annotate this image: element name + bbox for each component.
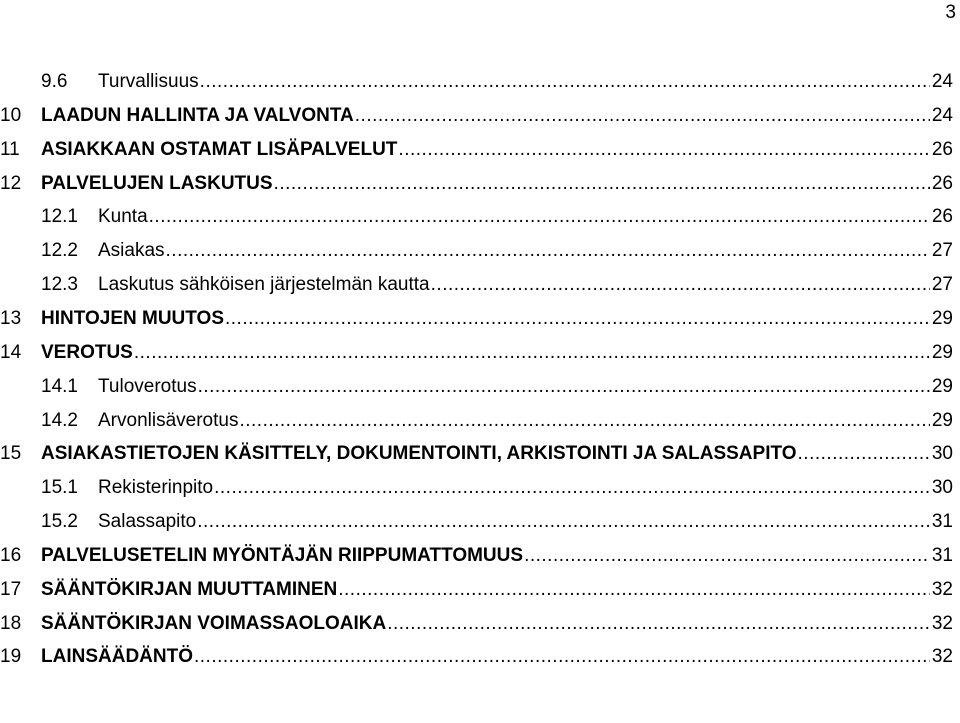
toc-entry-title: Arvonlisäverotus	[98, 409, 239, 431]
toc-entry-page: 26	[931, 172, 953, 194]
toc-entry-title: ASIAKKAAN OSTAMAT LISÄPALVELUT	[41, 138, 398, 160]
toc-entry-number: 16	[0, 544, 22, 566]
toc-entry-number: 18	[0, 612, 22, 634]
toc-leader-dots	[387, 610, 930, 638]
toc-entry-number: 15.2	[41, 511, 78, 533]
toc-entry-title: Laskutus sähköisen järjestelmän kautta	[98, 274, 430, 296]
toc-leader-dots	[198, 373, 930, 401]
page-number: 3	[945, 2, 956, 23]
toc-leader-dots	[798, 440, 930, 468]
toc-entry-page: 24	[931, 104, 953, 126]
toc-entry-title: Rekisterinpito	[98, 477, 214, 499]
toc-entry-title: Tuloverotus	[98, 375, 197, 397]
toc-leader-dots	[274, 170, 930, 198]
toc-entry[interactable]	[0, 271, 953, 299]
toc-entry-number: 14.1	[41, 375, 78, 397]
toc-entry[interactable]	[0, 339, 953, 367]
toc-entry[interactable]	[0, 576, 953, 604]
toc-leader-dots	[398, 136, 929, 164]
toc-entry-number: 14	[0, 341, 22, 363]
toc-entry[interactable]	[0, 305, 953, 333]
toc-entry-page: 31	[931, 511, 953, 533]
toc-entry-title: Salassapito	[98, 511, 197, 533]
toc-entry-page: 31	[931, 544, 953, 566]
toc-entry[interactable]	[0, 610, 953, 638]
toc-entry[interactable]	[0, 474, 953, 502]
toc-entry-number: 9.6	[41, 71, 68, 92]
toc-entry-page: 29	[931, 307, 953, 329]
toc-entry-number: 12.1	[41, 206, 78, 228]
toc-entry[interactable]	[0, 170, 953, 198]
toc-entry-title: PALVELUSETELIN MYÖNTÄJÄN RIIPPUMATTOMUUS	[41, 544, 524, 566]
toc-entry-page: 32	[931, 612, 953, 634]
toc-entry-title: SÄÄNTÖKIRJAN VOIMASSAOLOAIKA	[41, 612, 387, 634]
toc-leader-dots	[239, 407, 929, 435]
toc-entry-page: 24	[931, 71, 953, 92]
toc-entry[interactable]	[0, 68, 953, 96]
toc-entry-number: 12	[0, 172, 22, 194]
toc-entry-number: 15.1	[41, 477, 78, 499]
toc-entry[interactable]	[0, 407, 953, 435]
toc-entry-page: 32	[931, 578, 953, 600]
toc-entry[interactable]	[0, 440, 953, 468]
toc-entry-title: PALVELUJEN LASKUTUS	[41, 172, 273, 194]
toc-leader-dots	[200, 68, 930, 96]
toc-leader-dots	[214, 474, 930, 502]
toc-leader-dots	[431, 271, 930, 299]
toc-entry-page: 29	[931, 409, 953, 431]
toc-entry[interactable]	[0, 136, 953, 164]
toc-entry-number: 17	[0, 578, 22, 600]
toc-entry-page: 29	[931, 341, 953, 363]
toc-entry[interactable]	[0, 373, 953, 401]
toc-entry-number: 12.2	[41, 240, 78, 262]
toc-entry-page: 32	[931, 646, 953, 668]
toc-leader-dots	[166, 237, 930, 265]
toc-entry-title: LAADUN HALLINTA JA VALVONTA	[41, 104, 354, 126]
toc-entry-page: 30	[931, 443, 953, 465]
toc-leader-dots	[194, 643, 930, 671]
toc-entry[interactable]	[0, 508, 953, 536]
toc-entry[interactable]	[0, 203, 953, 231]
toc-entry-page: 29	[931, 375, 953, 397]
toc-entry-number: 15	[0, 443, 22, 465]
toc-entry-page: 26	[931, 206, 953, 228]
toc-entry-title: Kunta	[98, 206, 148, 228]
toc-entry-number: 13	[0, 307, 22, 329]
toc-leader-dots	[524, 542, 930, 570]
toc-entry[interactable]	[0, 102, 953, 130]
toc-entry-number: 19	[0, 646, 22, 668]
toc-leader-dots	[149, 203, 930, 231]
toc-entry[interactable]	[0, 237, 953, 265]
toc-entry-page: 26	[931, 138, 953, 160]
toc-entry-page: 30	[931, 477, 953, 499]
toc-entry-title: Asiakas	[98, 240, 165, 262]
toc-leader-dots	[338, 576, 930, 604]
toc-entry-title: VEROTUS	[41, 341, 133, 363]
toc-leader-dots	[355, 102, 930, 130]
toc-entry-number: 12.3	[41, 274, 78, 296]
toc-entry-number: 14.2	[41, 409, 78, 431]
toc-entry-title: Turvallisuus	[98, 71, 199, 92]
toc-leader-dots	[197, 508, 930, 536]
toc-entry[interactable]	[0, 643, 953, 671]
toc-entry-title: LAINSÄÄDÄNTÖ	[41, 646, 193, 668]
toc-entry-title: SÄÄNTÖKIRJAN MUUTTAMINEN	[41, 578, 338, 600]
toc-entry-page: 27	[931, 240, 953, 262]
toc-leader-dots	[225, 305, 930, 333]
toc-entry-page: 27	[931, 274, 953, 296]
toc-entry-number: 10	[0, 104, 22, 126]
toc-entry-number: 11	[0, 138, 20, 160]
toc-leader-dots	[134, 339, 930, 367]
toc-entry-title: ASIAKASTIETOJEN KÄSITTELY, DOKUMENTOINTI, ARKISTOINTI JA SALASSAPITO	[41, 443, 797, 465]
toc-entry[interactable]	[0, 542, 953, 570]
toc-entry-title: HINTOJEN MUUTOS	[41, 307, 224, 329]
